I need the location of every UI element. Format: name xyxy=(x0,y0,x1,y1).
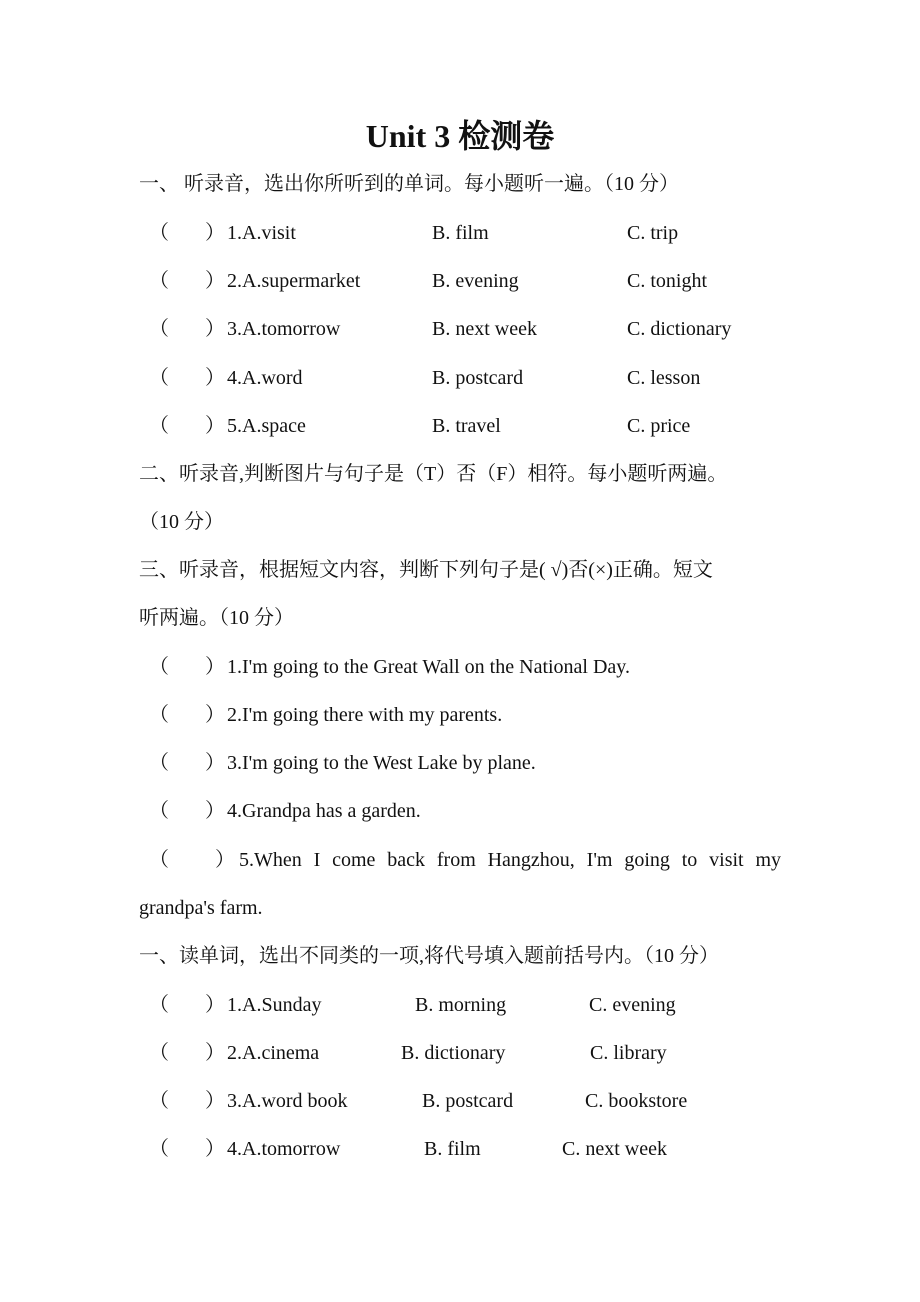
statement-text: 4.Grandpa has a garden. xyxy=(227,800,421,822)
option-c: C. next week xyxy=(562,1138,667,1160)
paren-open: （ xyxy=(149,994,169,1016)
s4-question-3 xyxy=(139,1087,799,1115)
paren-open: （ xyxy=(149,752,169,774)
paren-close: ） xyxy=(205,318,225,340)
option-a: 1.A.visit xyxy=(227,222,296,244)
paren-close: ） xyxy=(205,994,225,1016)
paren-close: ） xyxy=(205,800,225,822)
paren-close: ） xyxy=(205,367,225,389)
paren-open: （ xyxy=(149,1138,169,1160)
statement-text: 1.I'm going to the Great Wall on the National Day. xyxy=(227,656,631,678)
paren-close: ） xyxy=(205,704,225,726)
paren-close: ） xyxy=(205,1042,225,1064)
paren-close: ） xyxy=(205,752,225,774)
option-b: B. evening xyxy=(432,270,519,292)
option-c: C. evening xyxy=(589,994,676,1016)
paren-open: （ xyxy=(149,270,169,292)
s1-question-5 xyxy=(139,412,799,440)
option-c: C. trip xyxy=(627,222,679,244)
option-a: 3.A.tomorrow xyxy=(227,318,341,340)
option-b: B. postcard xyxy=(422,1090,514,1112)
s3-statement-2 xyxy=(139,701,799,729)
option-c: C. price xyxy=(627,415,691,437)
statement-text: 5.When I come back from Hangzhou, I'm going to visit my xyxy=(239,849,781,871)
paren-open: （ xyxy=(149,367,169,389)
paren-open: （ xyxy=(149,1042,169,1064)
paren-close: ） xyxy=(205,415,225,437)
option-b: B. film xyxy=(424,1138,481,1160)
s4-question-1 xyxy=(139,991,799,1019)
s1-question-4 xyxy=(139,364,799,392)
option-c: C. dictionary xyxy=(627,318,732,340)
option-c: C. lesson xyxy=(627,367,701,389)
paren-open: （ xyxy=(149,318,169,340)
option-a: 2.A.cinema xyxy=(227,1042,320,1064)
paren-open: （ xyxy=(149,704,169,726)
section-2-heading: 二、听录音,判断图片与句子是（T）否（F）相符。每小题听两遍。 xyxy=(139,463,728,485)
s3-statement-5 xyxy=(139,846,799,874)
option-a: 1.A.Sunday xyxy=(227,994,322,1016)
section-2-heading-cont: （10 分） xyxy=(139,511,224,533)
s1-question-1 xyxy=(139,219,799,247)
option-a: 4.A.word xyxy=(227,367,303,389)
s3-statement-3 xyxy=(139,749,799,777)
option-a: 2.A.supermarket xyxy=(227,270,361,292)
s3-statement-5-cont: grandpa's farm. xyxy=(139,897,263,919)
option-c: C. library xyxy=(590,1042,667,1064)
s3-statement-4 xyxy=(139,797,799,825)
s4-question-2 xyxy=(139,1039,799,1067)
page-title: Unit 3 检测卷 xyxy=(365,118,555,154)
paren-open: （ xyxy=(149,222,169,244)
paren-close: ） xyxy=(215,849,235,871)
option-b: B. dictionary xyxy=(401,1042,506,1064)
paren-close: ） xyxy=(205,222,225,244)
section-1-heading: 一、 听录音，选出你所听到的单词。每小题听一遍。（10 分） xyxy=(139,173,679,195)
option-b: B. next week xyxy=(432,318,537,340)
paren-open: （ xyxy=(149,415,169,437)
paren-close: ） xyxy=(205,1138,225,1160)
option-b: B. travel xyxy=(432,415,501,437)
option-b: B. postcard xyxy=(432,367,524,389)
option-a: 3.A.word book xyxy=(227,1090,348,1112)
section-4-heading: 一、读单词，选出不同类的一项,将代号填入题前括号内。（10 分） xyxy=(139,945,719,967)
paren-open: （ xyxy=(149,849,169,871)
option-a: 5.A.space xyxy=(227,415,306,437)
section-3-heading-cont: 听两遍。（10 分） xyxy=(139,607,294,629)
paren-close: ） xyxy=(205,1090,225,1112)
option-b: B. film xyxy=(432,222,489,244)
paren-open: （ xyxy=(149,656,169,678)
s4-question-4 xyxy=(139,1135,799,1163)
s1-question-2 xyxy=(139,267,799,295)
paren-open: （ xyxy=(149,1090,169,1112)
paren-close: ） xyxy=(205,656,225,678)
s1-question-3 xyxy=(139,315,799,343)
section-3-heading: 三、听录音，根据短文内容，判断下列句子是( √)否(×)正确。短文 xyxy=(139,559,713,581)
option-c: C. bookstore xyxy=(585,1090,688,1112)
statement-text: 3.I'm going to the West Lake by plane. xyxy=(227,752,536,774)
option-b: B. morning xyxy=(415,994,507,1016)
option-c: C. tonight xyxy=(627,270,708,292)
s3-statement-1 xyxy=(139,653,799,681)
statement-text: 2.I'm going there with my parents. xyxy=(227,704,503,726)
paren-open: （ xyxy=(149,800,169,822)
option-a: 4.A.tomorrow xyxy=(227,1138,341,1160)
paren-close: ） xyxy=(205,270,225,292)
